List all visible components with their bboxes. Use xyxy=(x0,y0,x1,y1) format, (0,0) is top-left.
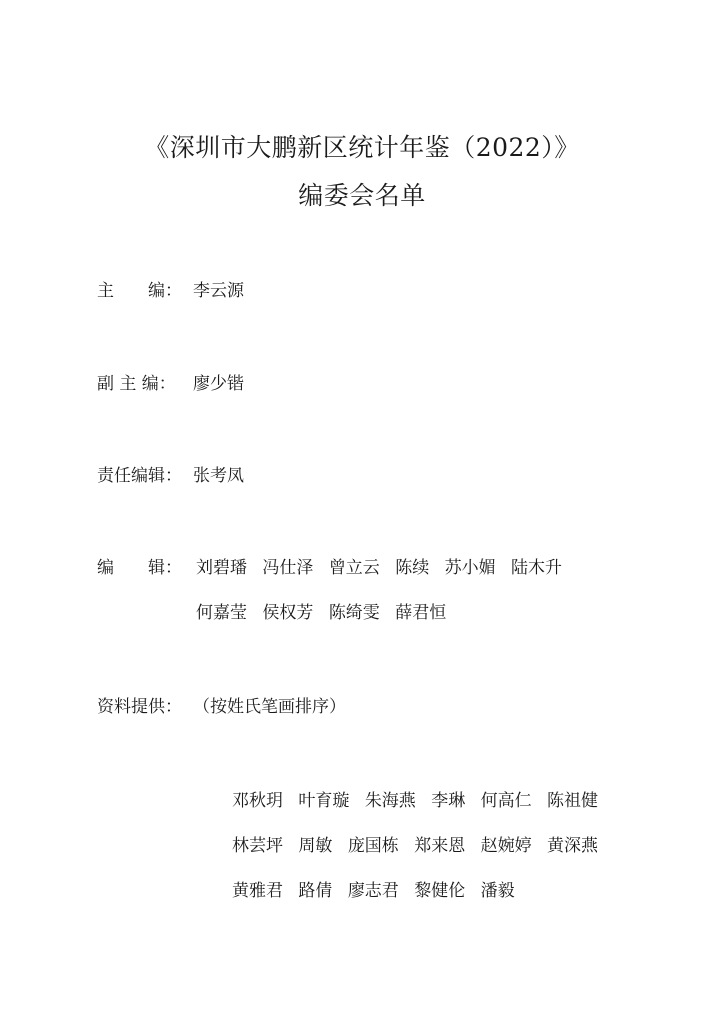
provider-name: 黄雅君 xyxy=(232,881,283,901)
provider-name: 朱海燕 xyxy=(364,791,416,811)
provider-name: 李琳 xyxy=(431,791,466,811)
editor-name: 何嘉莹 xyxy=(196,603,247,623)
responsible-editor-label: 责任编辑： xyxy=(97,466,182,486)
editors-label: 编 辑： xyxy=(97,558,182,578)
provider-name: 何高仁 xyxy=(480,791,532,811)
editor-name: 薛君恒 xyxy=(395,603,447,623)
provider-name: 黎健伦 xyxy=(414,881,466,901)
editor-name: 陆木升 xyxy=(511,558,563,578)
data-providers-label: 资料提供： xyxy=(97,697,182,717)
editor-name: 陈绮雯 xyxy=(328,603,380,623)
editor-name: 冯仕泽 xyxy=(262,558,314,578)
editor-name: 苏小媚 xyxy=(444,558,496,578)
chief-editor-label: 主 编： xyxy=(97,281,182,301)
provider-name: 陈祖健 xyxy=(547,791,599,811)
data-providers-row-1 xyxy=(232,786,604,811)
provider-name: 邓秋玥 xyxy=(232,791,283,811)
editor-name: 侯权芳 xyxy=(262,603,314,623)
deputy-chief-editor-label: 副 主 编： xyxy=(97,374,176,394)
editor-name: 曾立云 xyxy=(328,558,380,578)
data-providers-sort-note: （按姓氏笔画排序） xyxy=(193,697,346,717)
document-title: 《深圳市大鹏新区统计年鉴（2022）》 xyxy=(144,133,580,162)
provider-name: 林芸坪 xyxy=(232,836,283,856)
editor-name: 刘碧璠 xyxy=(196,558,247,578)
editors-row-2 xyxy=(196,598,452,623)
data-providers-row-2 xyxy=(232,831,604,856)
provider-name: 赵婉婷 xyxy=(480,836,532,856)
data-providers-row-3 xyxy=(232,876,521,901)
provider-name: 周敏 xyxy=(298,836,333,856)
editors-row-1 xyxy=(196,553,568,578)
provider-name: 廖志君 xyxy=(347,881,399,901)
document-subtitle: 编委会名单 xyxy=(298,181,426,210)
provider-name: 路倩 xyxy=(298,881,333,901)
provider-name: 郑来恩 xyxy=(414,836,466,856)
responsible-editor-name: 张考凤 xyxy=(193,466,244,486)
chief-editor-name: 李云源 xyxy=(193,281,244,301)
provider-name: 潘毅 xyxy=(480,881,515,901)
provider-name: 叶育璇 xyxy=(298,791,350,811)
deputy-chief-editor-name: 廖少锴 xyxy=(193,374,244,394)
provider-name: 庞国栋 xyxy=(347,836,399,856)
editor-name: 陈续 xyxy=(395,558,430,578)
provider-name: 黄深燕 xyxy=(547,836,599,856)
